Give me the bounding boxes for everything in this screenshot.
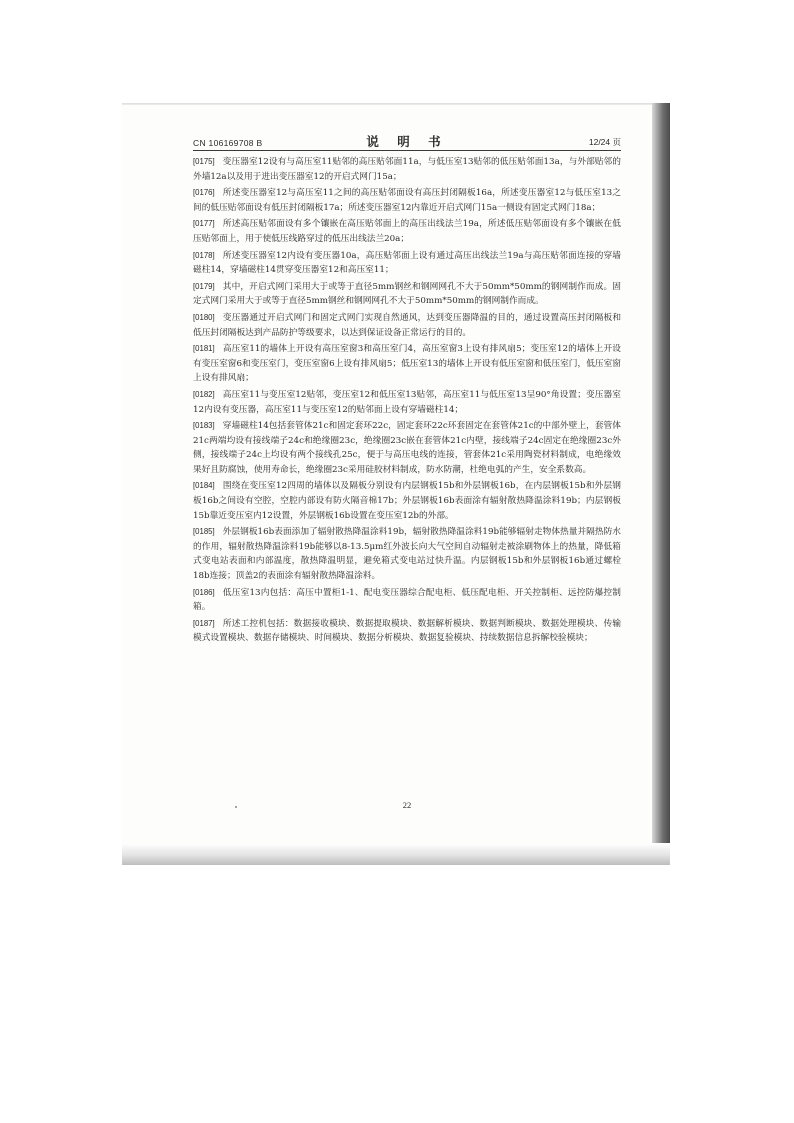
paragraph-text: 变压器通过开启式网门和固定式网门实现自然通风，达到变压器降温的目的，通过设置高压封闭隔板和低压封闭隔板达到产品防护等级要求，以达到保证设备正常运行的目的。	[193, 312, 621, 338]
paragraph	[193, 155, 621, 184]
paragraph-text: 所述变压器室12与高压室11之间的高压贴邻面设有高压封闭隔板16a，所述变压器室12与低压室13之间的低压贴邻面设有低压封闭隔板17a；所述变压器室12内靠近开启式网门15a一侧设有固定式网门18a；	[193, 188, 621, 213]
paragraph-number: [0175]	[193, 157, 215, 166]
paragraph-number: [0186]	[193, 587, 215, 597]
scan-shadow-bottom	[122, 843, 670, 865]
paragraph	[193, 186, 621, 215]
page-indicator: 12/24 页	[588, 137, 621, 147]
paragraph-text: 穿墙磁柱14包括套管体21c和固定套环22c，固定套环22c环套固定在套管体21c的中部外壁上，套管体21c两端均设有接线端子24c和绝缘圈23c，绝缘圈23c嵌在套管体21c内壁，接线端子24c固定在绝缘圈23c外侧，接线端子24c上均设有两个接线孔25c，便于与高压电线的连接，管套体21c采用陶瓷材料制成，电绝缘效果好且防腐蚀，使用寿命长，绝缘圈23c采用硅胶材料制成，防水防潮，杜绝电弧的产生，安全系数高。	[193, 421, 621, 475]
paragraph	[193, 217, 621, 246]
paragraph-number: [0182]	[193, 389, 215, 399]
paragraph-number: [0177]	[193, 219, 215, 229]
paragraph	[193, 419, 621, 477]
paragraph	[193, 525, 621, 583]
paragraph-number: [0180]	[193, 312, 215, 322]
paragraph	[193, 479, 621, 523]
paragraph	[193, 280, 621, 309]
paragraph-number: [0185]	[193, 527, 215, 537]
paragraph-text: 低压室13内包括：高压中置柜1-1、配电变压器综合配电柜、低压配电柜、开关控制柜、远控防爆控制箱。	[193, 587, 621, 613]
page-number: 22	[402, 800, 412, 810]
scan-speck	[235, 806, 237, 808]
paragraph-text: 高压室11的墙体上开设有高压室窗3和高压室门4，高压室窗3上设有排风扇5；变压室12的墙体上开设有变压室窗6和变压室门，变压室窗6上设有排风扇5；低压室13的墙体上开设有低压室窗和低压室门，低压室窗上设有排风扇；	[193, 344, 621, 384]
paragraph-number: [0178]	[193, 250, 215, 260]
paragraph-number: [0183]	[193, 421, 215, 431]
paragraph-text: 所述工控机包括：数据接收模块、数据提取模块、数据解析模块、数据判断模块、数据处理模块、传输模式设置模块、数据存储模块、时间模块、数据分析模块、数据复验模块、持续数据信息拆解校验模块；	[193, 618, 621, 644]
paragraph-text: 外层钢板16b表面添加了辐射散热降温涂料19b，辐射散热降温涂料19b能够辐射走物体热量并隔热防水的作用，辐射散热降温涂料19b能够以8-13.5μm红外波长向大气空间自动辐射走被涂刷物体上的热量，降低箱式变电站表面和内部温度，散热降温明显，避免箱式变电站过快升温。内层钢板15b和外层钢板16b通过螺栓18b连接；顶盖2的表面涂有辐射散热降温涂料。	[193, 527, 621, 582]
paragraph-text: 所述高压贴邻面设有多个镶嵌在高压贴邻面上的高压出线法兰19a，所述低压贴邻面设有多个镶嵌在低压贴邻面上，用于使低压线路穿过的低压出线法兰20a；	[193, 219, 621, 244]
patent-number: CN 106169708 B	[193, 138, 263, 148]
page-header	[193, 132, 621, 151]
paragraph-number: [0179]	[193, 281, 215, 291]
paragraph-text: 高压室11与变压室12贴邻，变压室12和低压室13贴邻，高压室11与低压室13呈90°角设置；变压器室12内设有变压器，高压室11与变压室12的贴邻面上设有穿墙磁柱14；	[193, 389, 621, 415]
paragraph-number: [0187]	[193, 618, 215, 628]
paragraph-number: [0176]	[193, 188, 215, 198]
paragraph	[193, 342, 621, 386]
paragraph	[193, 249, 621, 278]
paragraph	[193, 311, 621, 340]
paragraph	[193, 586, 621, 615]
paragraph-number: [0181]	[193, 344, 215, 354]
paragraph-number: [0184]	[193, 481, 215, 491]
page-footer	[193, 800, 621, 810]
paragraph-text: 变压器室12设有与高压室11贴邻的高压贴邻面11a，与低压室13贴邻的低压贴邻面13a，与外部贴邻的外墙12a以及用于进出变压器室12的开启式网门15a；	[193, 157, 621, 182]
paragraph	[193, 617, 621, 646]
paragraph-text: 围绕在变压室12四周的墙体以及隔板分别设有内层钢板15b和外层钢板16b，在内层钢板15b和外层钢板16b之间设有空腔，空腔内部设有防火隔音棉17b；外层钢板16b表面涂有辐射散热降温涂料19b；内层钢板15b靠近变压室内12设置，外层钢板16b设置在变压室12b的外部。	[193, 481, 621, 521]
paragraph-text: 所述变压器室12内设有变压器10a，高压贴邻面上设有通过高压出线法兰19a与高压贴邻面连接的穿墙磁柱14，穿墙磁柱14贯穿变压器室12和高压室11；	[193, 250, 621, 276]
description-body	[193, 155, 621, 648]
scan-shadow-right	[652, 103, 670, 863]
document-title: 说 明 书	[366, 134, 448, 149]
paragraph-text: 其中，开启式网门采用大于或等于直径5mm钢丝和钢网网孔不大于50mm*50mm的钢网制作而成。固定式网门采用大于或等于直径5mm钢丝和钢网网孔不大于50mm*50mm的钢网制作而成。	[193, 281, 621, 307]
paragraph	[193, 388, 621, 417]
